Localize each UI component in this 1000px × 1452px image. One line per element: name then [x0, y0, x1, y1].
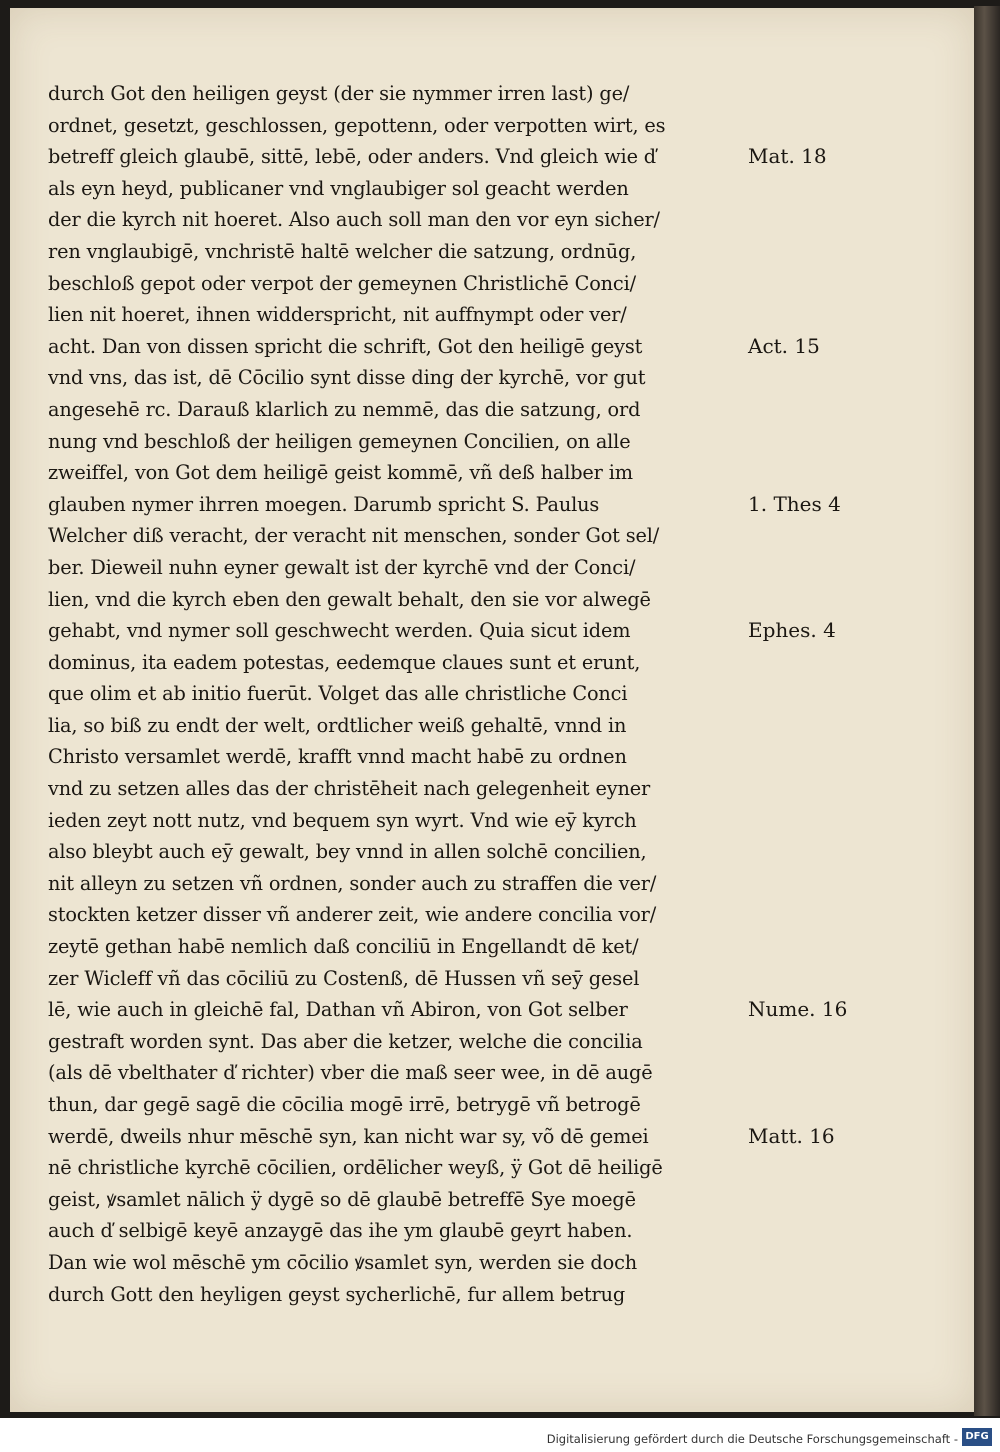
- margin-note: Ephes. 4: [748, 618, 836, 643]
- text-line: ber. Dieweil nuhn eyner gewalt ist der kyrchē vnd der Conci/: [48, 555, 636, 579]
- text-line: dominus, ita eadem potestas, eedemque claues sunt et erunt,: [48, 650, 641, 674]
- text-line: ieden zeyt nott nutz, vnd bequem syn wyrt. Vnd wie eȳ kyrch: [48, 808, 637, 832]
- text-line: durch Gott den heyligen geyst sycherlichē, fur allem betrug: [48, 1282, 626, 1306]
- text-line: que olim et ab initio fuerūt. Volget das alle christliche Conci: [48, 682, 628, 706]
- text-line: Dan wie wol mēschē ym cōcilio ꝟsamlet syn, werden sie doch: [48, 1250, 638, 1274]
- text-line: lē, wie auch in gleichē fal, Dathan vñ Abiron, von Got selber: [48, 998, 628, 1022]
- text-line: durch Got den heiligen geyst (der sie nymmer irren last) ge/: [48, 82, 630, 105]
- text-line: gehabt, vnd nymer soll geschwecht werden. Quia sicut idem: [48, 619, 631, 643]
- text-line: Christo versamlet werdē, krafft vnnd macht habē zu ordnen: [48, 745, 627, 769]
- text-line: also bleybt auch eȳ gewalt, bey vnnd in allen solchē concilien,: [48, 840, 647, 864]
- text-line: acht. Dan von dissen spricht die schrift, Got den heiligē geyst: [48, 334, 643, 358]
- funding-credit: Digitalisierung gefördert durch die Deutsche Forschungsgemeinschaft -: [546, 1432, 958, 1446]
- text-line: werdē, dweils nhur mēschē syn, kan nicht war sy, võ dē gemei: [48, 1124, 649, 1148]
- text-line: thun, dar gegē sagē die cōcilia mogē irrē, betrygē vñ betrogē: [48, 1093, 641, 1116]
- text-line: nē christliche kyrchē cōcilien, ordēlicher weyß, ÿ Got dē heiligē: [48, 1156, 663, 1180]
- page-edge-shadow: [974, 6, 1000, 1416]
- text-line: glauben nymer ihrren moegen. Darumb spricht S. Paulus: [48, 492, 600, 516]
- text-line: lien nit hoeret, ihnen widderspricht, nit auffnympt oder ver/: [48, 303, 627, 327]
- margin-note: Matt. 16: [748, 1123, 835, 1148]
- dfg-logo-icon: DFG: [962, 1428, 992, 1446]
- text-line: geist, ꝟsamlet nālich ÿ dygē so dē glaubē betreffē Sye moegē: [48, 1187, 636, 1211]
- text-line: angesehē rc. Darauß klarlich zu nemmē, das die satzung, ord: [48, 397, 641, 421]
- margin-note: Nume. 16: [748, 997, 848, 1022]
- text-line: zer Wicleff vñ das cōciliū zu Costenß, dē Hussen vñ seȳ gesel: [48, 966, 640, 990]
- text-line: auch ď selbigē keyē anzaygē das ihe ym glaubē geyrt haben.: [48, 1219, 633, 1243]
- text-line: vnd zu setzen alles das der christēheit nach gelegenheit eyner: [48, 777, 651, 801]
- main-text-block: [48, 78, 743, 1310]
- margin-note: Mat. 18: [748, 144, 827, 169]
- text-line: zeytē gethan habē nemlich daß conciliū in Engellandt dē ket/: [48, 935, 639, 959]
- text-line: ordnet, gesetzt, geschlossen, gepottenn, oder verpotten wirt, es: [48, 113, 666, 137]
- text-line: Welcher diß veracht, der veracht nit menschen, sonder Got sel/: [48, 524, 660, 548]
- text-line: lia, so biß zu endt der welt, ordtlicher weiß gehaltē, vnnd in: [48, 713, 627, 737]
- margin-note: Act. 15: [748, 333, 820, 358]
- text-line: (als dē vbelthater ď richter) vber die maß seer wee, in dē augē: [48, 1061, 653, 1085]
- margin-note: 1. Thes 4: [748, 491, 841, 516]
- text-line: stockten ketzer disser vñ anderer zeit, wie andere concilia vor/: [48, 903, 657, 927]
- text-line: betreff gleich glaubē, sittē, lebē, oder anders. Vnd gleich wie ď: [48, 145, 657, 169]
- text-line: zweiffel, von Got dem heiligē geist kommē, vñ deß halber im: [48, 461, 633, 485]
- text-line: gestraft worden synt. Das aber die ketzer, welche die concilia: [48, 1029, 643, 1053]
- text-line: lien, vnd die kyrch eben den gewalt behalt, den sie vor alwegē: [48, 587, 651, 611]
- book-page: [10, 8, 974, 1412]
- text-line: nung vnd beschloß der heiligen gemeynen Concilien, on alle: [48, 429, 631, 453]
- text-line: nit alleyn zu setzen vñ ordnen, sonder auch zu straffen die ver/: [48, 871, 657, 895]
- text-line: vnd vns, das ist, dē Cōcilio synt disse ding der kyrchē, vor gut: [48, 366, 646, 390]
- text-line: beschloß gepot oder verpot der gemeynen Christlichē Conci/: [48, 271, 636, 295]
- text-line: als eyn heyd, publicaner vnd vnglaubiger sol geacht werden: [48, 176, 629, 200]
- text-line: ren vnglaubigē, vnchristē haltē welcher die satzung, ordnūg,: [48, 239, 637, 263]
- text-line: der die kyrch nit hoeret. Also auch soll man den vor eyn sicher/: [48, 208, 660, 232]
